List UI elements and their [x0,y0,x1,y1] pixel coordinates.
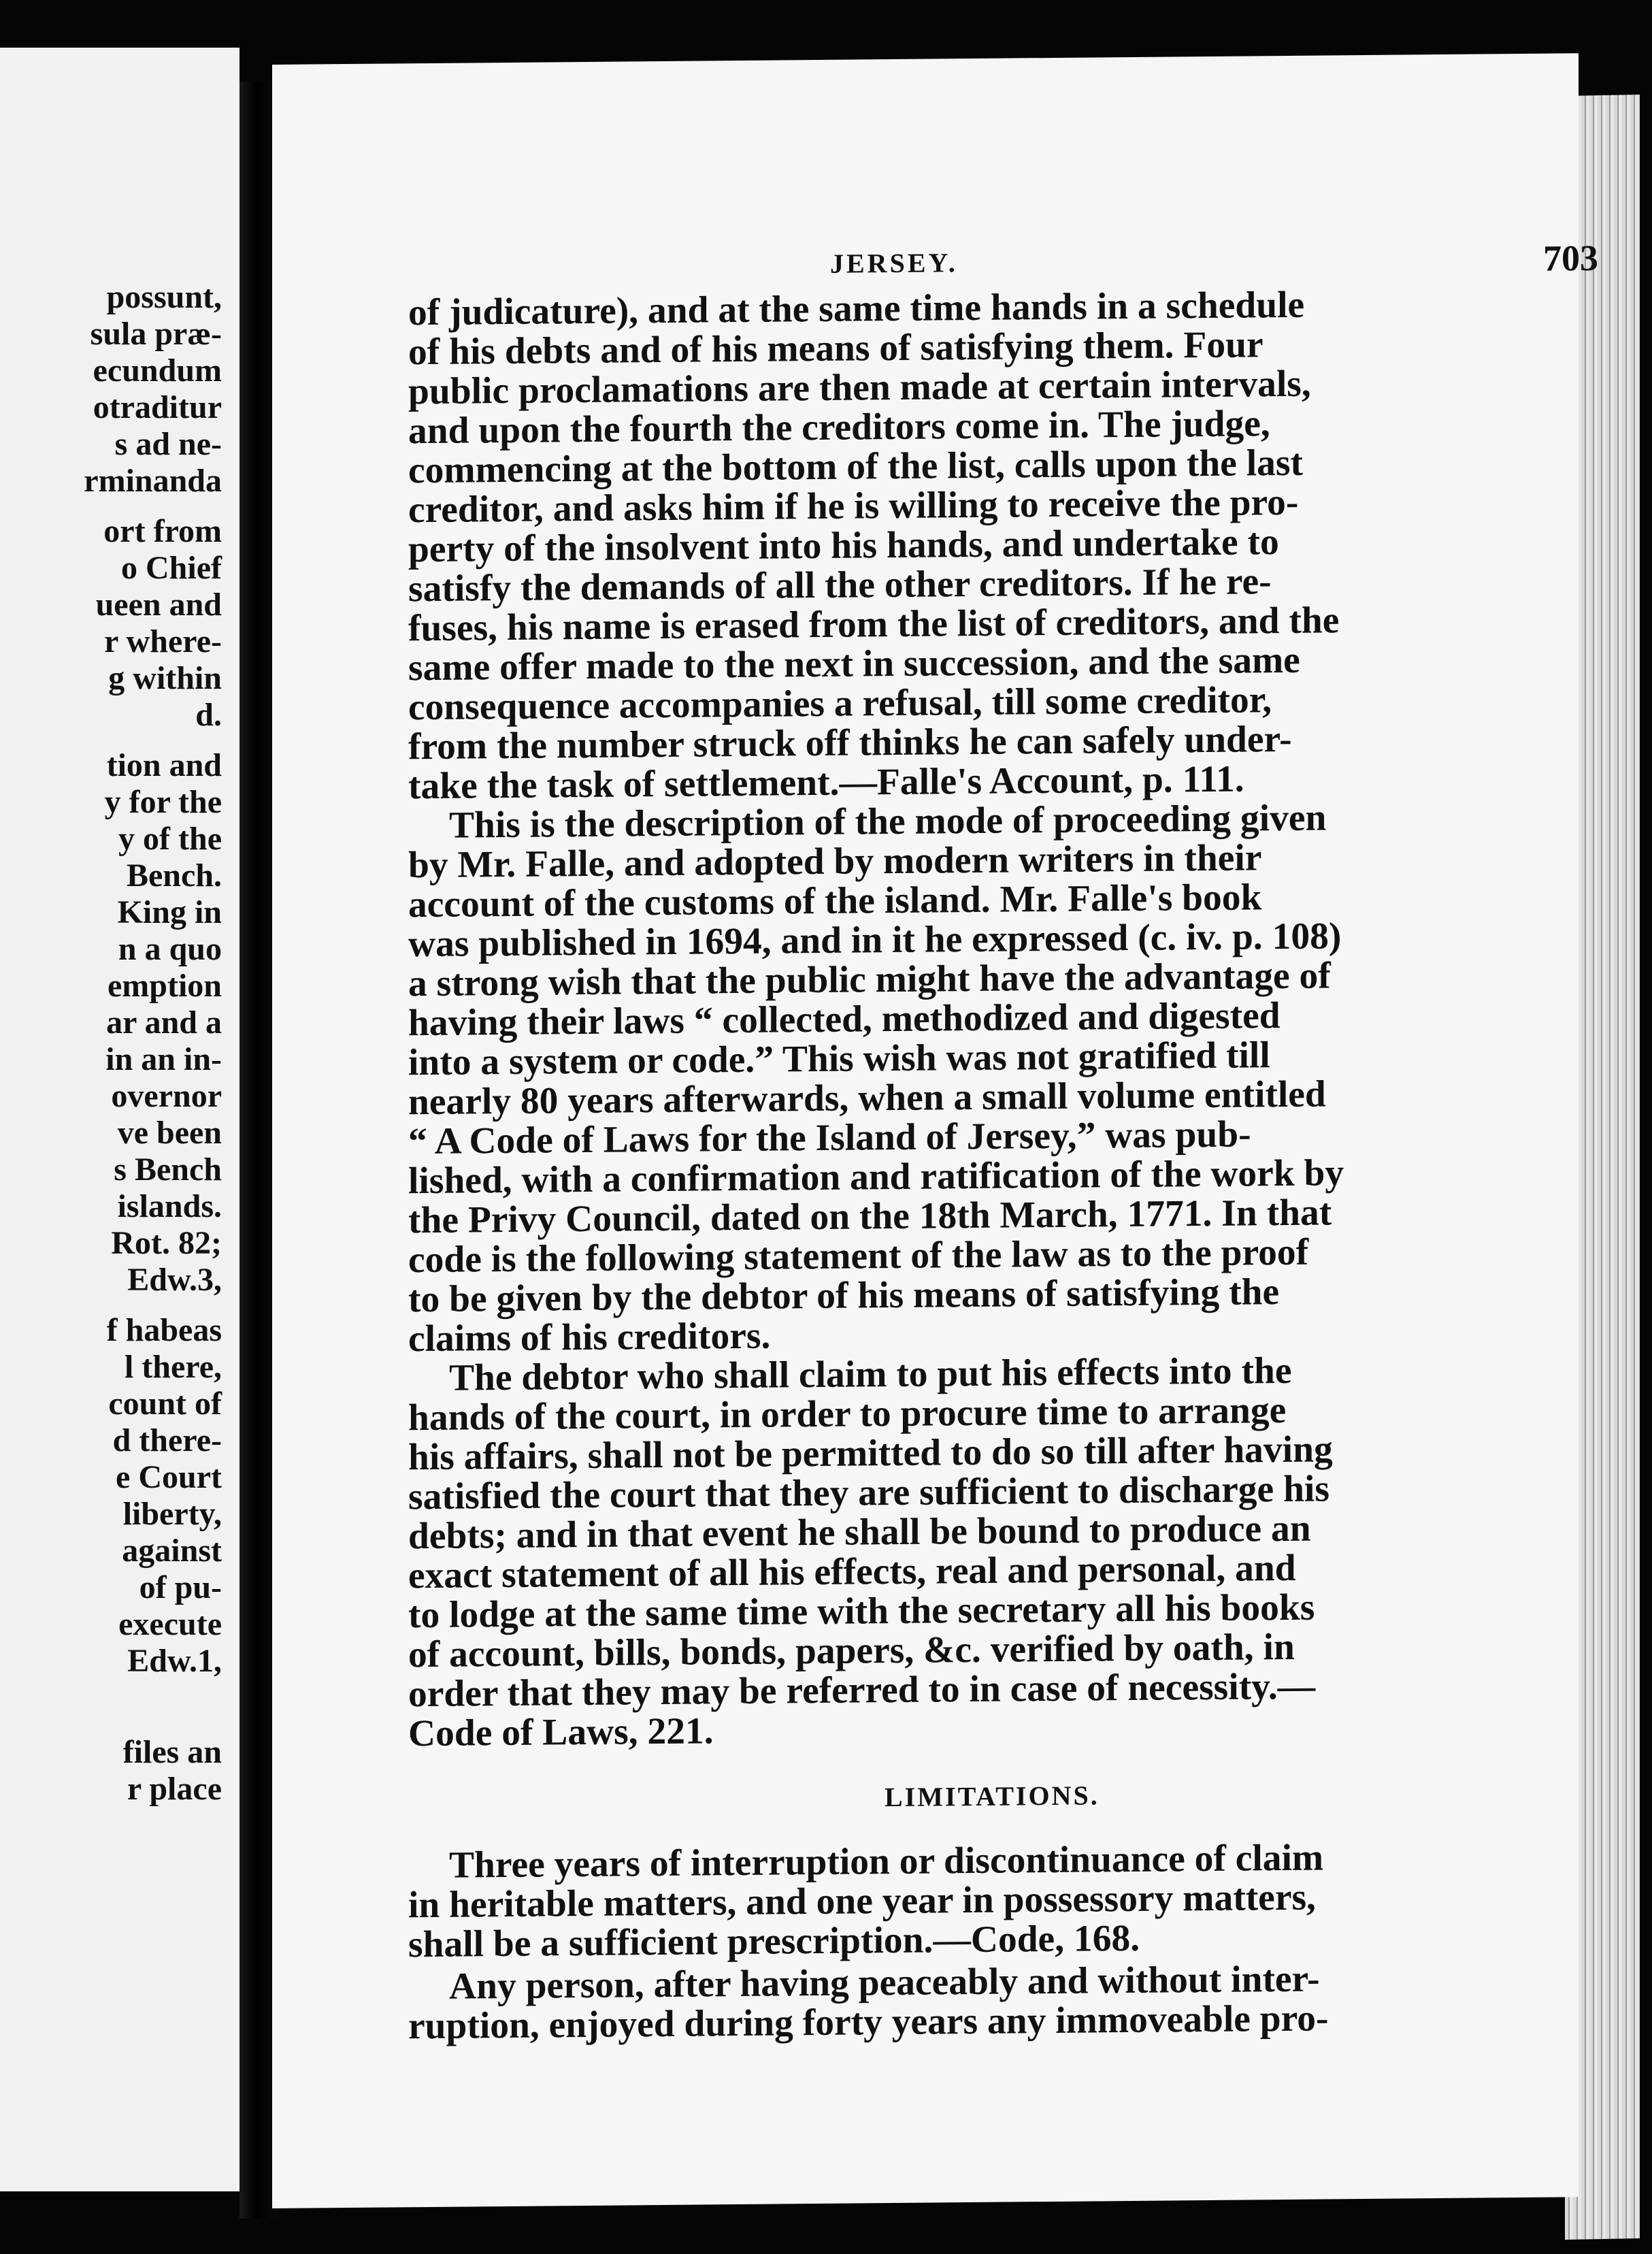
left-text-line: l there, [124,1349,222,1385]
text-line: claims of his creditors. [408,1315,771,1360]
left-text-line: Edw.1, [127,1643,222,1679]
text-line: This is the description of the mode of proceeding given [449,797,1327,847]
text-line: The debtor who shall claim to put his effects into the [449,1350,1292,1399]
text-line: into a system or code.” This wish was not gratified till [408,1034,1270,1084]
left-text-line: overnor [111,1078,222,1114]
text-line: satisfy the demands of all the other creditors. If he re- [408,561,1272,610]
text-line: public proclamations are then made at certain intervals, [408,363,1311,413]
text-line: his affairs, shall not be permitted to do so till after having [408,1428,1333,1479]
left-text-line: sula præ- [90,316,222,352]
left-text-line: ve been [117,1115,222,1151]
text-line: of account, bills, bonds, papers, &c. verified by oath, in [408,1626,1295,1676]
text-line: debts; and in that event he shall be bound to produce an [408,1507,1311,1558]
text-line: satisfied the court that they are sufficient to discharge his [408,1468,1329,1518]
left-text-line: of pu- [139,1569,222,1605]
left-text-line: against [122,1533,222,1569]
text-line: perty of the insolvent into his hands, and undertake to [408,521,1279,571]
text-line: Three years of interruption or discontinuance of claim [449,1837,1324,1886]
text-line: to be given by the debtor of his means of satisfying the [408,1271,1280,1321]
left-text-line: r where- [104,623,222,659]
left-text-line: Bench. [126,858,222,894]
left-text-line: ar and a [106,1004,222,1041]
left-text-line: g within [108,660,222,696]
section-heading: LIMITATIONS. [885,1780,1100,1813]
left-text-line: rminanda [84,463,222,499]
left-text-line: in an in- [105,1041,222,1077]
text-line: and upon the fourth the creditors come in. The judge, [408,403,1270,453]
text-line: code is the following statement of the law as to the proof [408,1231,1309,1281]
text-line: a strong wish that the public might have the advantage of [408,955,1331,1005]
left-text-line: Edw.3, [127,1262,222,1298]
left-text-line: possunt, [106,279,222,315]
left-text-line: d there- [112,1422,222,1458]
text-line: commencing at the bottom of the list, calls upon the last [408,442,1303,492]
left-text-line: s Bench [114,1152,222,1188]
left-text-line: ort from [103,513,222,549]
text-line: nearly 80 years afterwards, when a small volume entitled [408,1073,1326,1124]
text-line: in heritable matters, and one year in possessory matters, [408,1876,1316,1927]
text-line: of his debts and of his means of satisfying them. Four [408,324,1263,374]
left-text-line: execute [118,1606,222,1642]
left-text-line: y of the [118,821,222,857]
text-line: account of the customs of the island. Mr. Falle's book [408,877,1262,926]
left-text-line: f habeas [106,1312,222,1348]
left-text-line: emption [108,968,222,1004]
text-line: take the task of settlement.—Falle's Account, p. 111. [408,758,1244,808]
text-line: from the number struck off thinks he can safely under- [408,718,1292,768]
text-line: order that they may be referred to in case of necessity.— [408,1665,1316,1716]
right-page [272,53,1598,2208]
left-text-line: tion and [106,747,222,783]
text-line: lished, with a confirmation and ratification of the work by [408,1152,1344,1203]
left-page-fragment [0,48,239,2191]
left-text-line: d. [195,697,222,733]
left-text-line: r place [127,1771,222,1807]
text-line: consequence accompanies a refusal, till some creditor, [408,679,1272,729]
text-line: Code of Laws, 221. [408,1710,714,1755]
left-text-line: s ad ne- [114,426,222,462]
text-line: hands of the court, in order to procure time to arrange [408,1389,1287,1439]
running-head: JERSEY. [830,247,958,279]
text-line: fuses, his name is erased from the list of creditors, and the [408,600,1340,650]
text-line: of judicature), and at the same time hands in a schedule [408,284,1305,334]
text-line: having their laws “ collected, methodized and digested [408,995,1281,1045]
left-text-line: King in [117,894,222,930]
left-text-line: ecundum [93,353,222,389]
page-number: 703 [1543,237,1598,279]
text-line: ruption, enjoyed during forty years any immoveable pro- [408,1997,1329,2048]
text-line: Any person, after having peaceably and without inter- [449,1958,1320,2008]
left-text-line: o Chief [121,550,222,586]
left-text-line: e Court [116,1459,222,1495]
text-line: to lodge at the same time with the secretary all his books [408,1586,1315,1637]
left-text-line: files an [122,1734,222,1770]
text-line: by Mr. Falle, and adopted by modern writers in their [408,837,1262,887]
left-text-line: Rot. 82; [111,1225,222,1261]
left-text-line: n a quo [118,931,222,967]
left-text-line: islands. [117,1188,222,1224]
text-line: was published in 1694, and in it he expressed (c. iv. p. 108) [408,915,1342,966]
left-text-line: count of [108,1386,222,1422]
left-text-line: liberty, [122,1496,222,1532]
text-line: creditor, and asks him if he is willing to receive the pro- [408,481,1299,532]
text-line: shall be a sufficient prescription.—Code, 168. [408,1917,1140,1966]
text-line: the Privy Council, dated on the 18th March, 1771. In that [408,1192,1332,1242]
left-text-line: ueen and [95,587,222,623]
left-text-line: y for the [104,784,222,820]
text-line: same offer made to the next in succession, and the same [408,639,1300,689]
text-line: “ A Code of Laws for the Island of Jersey,” was pub- [408,1113,1251,1163]
left-text-line: otraditur [93,389,222,425]
text-line: exact statement of all his effects, real and personal, and [408,1547,1296,1597]
